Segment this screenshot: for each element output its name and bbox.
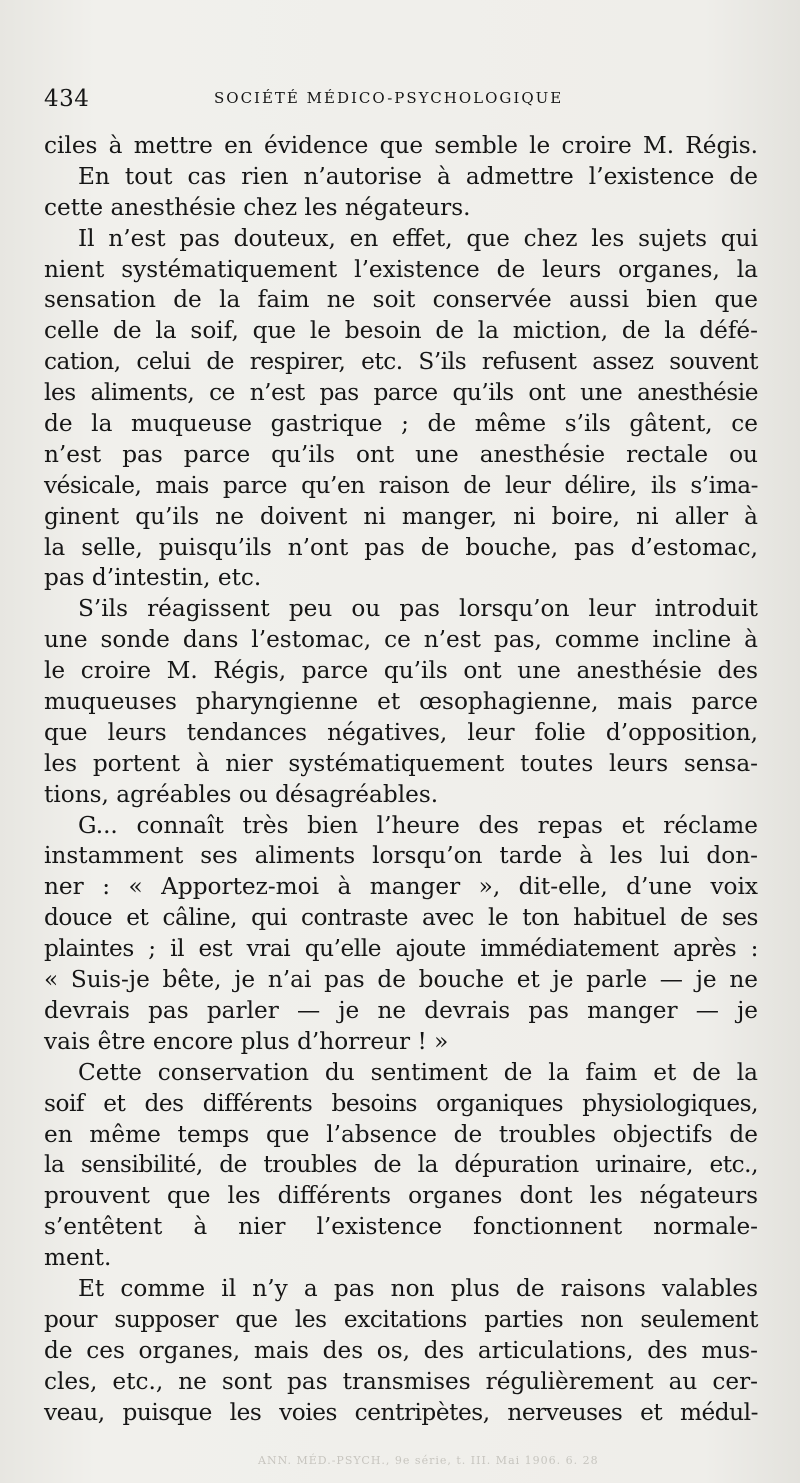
page-header — [44, 86, 756, 116]
text-line: vésicale, mais parce qu’en raison de leur délire, ils s’ima- — [44, 471, 758, 499]
text-line: plaintes ; il est vrai qu’elle ajoute immédiatement après : — [44, 935, 758, 963]
text-line: tions, agréables ou désagréables. — [44, 780, 439, 808]
text-line: ner : « Apportez-moi à manger », dit-elle, d’une voix — [44, 873, 758, 901]
text-line: les portent à nier systématiquement toutes leurs sensa- — [44, 749, 758, 777]
text-line: la sensibilité, de troubles de la dépuration urinaire, etc., — [44, 1151, 758, 1179]
text-line: ciles à mettre en évidence que semble le croire M. Régis. — [44, 132, 758, 159]
text-line: Et comme il n’y a pas non plus de raisons valables — [78, 1274, 758, 1302]
text-line: de ces organes, mais des os, des articulations, des mus- — [44, 1336, 758, 1364]
text-line: une sonde dans l’estomac, ce n’est pas, comme incline à — [44, 626, 758, 654]
text-line: le croire M. Régis, parce qu’ils ont une anesthésie des — [44, 657, 758, 685]
page-number: 434 — [44, 86, 90, 112]
text-line: la selle, puisqu’ils n’ont pas de bouche, pas d’estomac, — [44, 533, 758, 561]
text-line: Il n’est pas douteux, en effet, que chez les sujets qui — [78, 224, 758, 252]
text-line: G... connaît très bien l’heure des repas et réclame — [78, 811, 758, 839]
text-line: prouvent que les différents organes dont les négateurs — [44, 1182, 758, 1210]
text-line: cette anesthésie chez les négateurs. — [44, 193, 471, 221]
text-line: S’ils réagissent peu ou pas lorsqu’on leur introduit — [78, 595, 758, 623]
text-line: vais être encore plus d’horreur ! » — [44, 1027, 449, 1055]
text-line: Cette conservation du sentiment de la faim et de la — [78, 1058, 758, 1086]
text-line: nient systématiquement l’existence de leurs organes, la — [44, 255, 758, 283]
text-line: s’entêtent à nier l’existence fonctionnent normale- — [44, 1213, 758, 1241]
text-line: « Suis-je bête, je n’ai pas de bouche et je parle — je ne — [44, 966, 758, 994]
text-line: que leurs tendances négatives, leur folie d’opposition, — [44, 718, 758, 746]
text-line: celle de la soif, que le besoin de la miction, de la défé- — [44, 317, 758, 345]
text-line: cles, etc., ne sont pas transmises régulièrement au cer- — [44, 1367, 758, 1395]
page-footer: ANN. MÉD.-PSYCH., 9e série, t. III. Mai 1906. 6. 28 — [258, 1454, 599, 1467]
text-line: pas d’intestin, etc. — [44, 564, 262, 592]
text-line: sensation de la faim ne soit conservée aussi bien que — [44, 286, 758, 314]
text-line: En tout cas rien n’autorise à admettre l’existence de — [78, 162, 758, 190]
body-text — [44, 131, 758, 1428]
text-line: en même temps que l’absence de troubles objectifs de — [44, 1120, 758, 1148]
text-line: n’est pas parce qu’ils ont une anesthésie rectale ou — [44, 440, 758, 468]
text-line: devrais pas parler — je ne devrais pas manger — je — [44, 996, 758, 1024]
text-line: muqueuses pharyngienne et œsophagienne, mais parce — [44, 688, 758, 716]
text-line: cation, celui de respirer, etc. S’ils refusent assez souvent — [44, 348, 758, 376]
running-head: SOCIÉTÉ MÉDICO-PSYCHOLOGIQUE — [214, 89, 564, 107]
text-line: les aliments, ce n’est pas parce qu’ils ont une anesthésie — [44, 379, 758, 407]
text-line: ment. — [44, 1244, 112, 1272]
text-line: veau, puisque les voies centripètes, nerveuses et médul- — [44, 1398, 758, 1426]
text-line: ginent qu’ils ne doivent ni manger, ni boire, ni aller à — [44, 502, 758, 530]
text-line: soif et des différents besoins organiques physiologiques, — [44, 1089, 758, 1117]
text-line: de la muqueuse gastrique ; de même s’ils gâtent, ce — [44, 410, 758, 438]
text-line: pour supposer que les excitations parties non seulement — [44, 1305, 758, 1333]
text-line: instamment ses aliments lorsqu’on tarde à les lui don- — [44, 842, 758, 870]
text-line: douce et câline, qui contraste avec le ton habituel de ses — [44, 904, 758, 932]
